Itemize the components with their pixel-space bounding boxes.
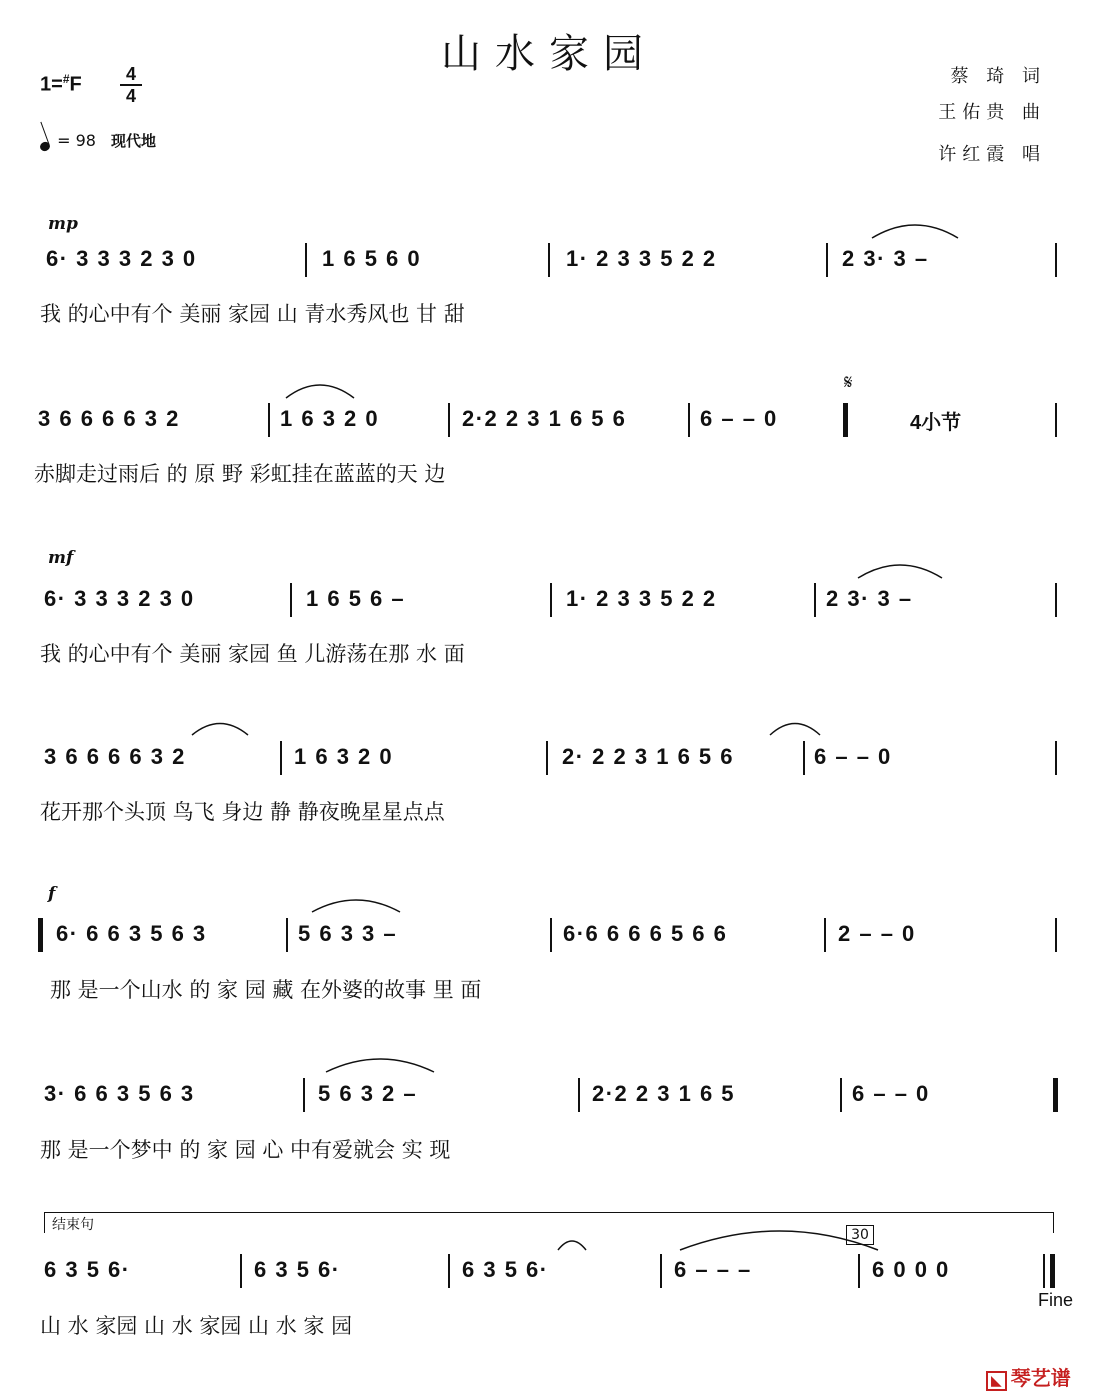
line7-measure4: 6 – – – — [674, 1257, 752, 1282]
key-note: F — [69, 73, 82, 96]
tempo-value: = 98 — [57, 131, 96, 150]
barline — [448, 403, 450, 437]
line7-measure1: 6 3 5 6· — [44, 1257, 131, 1282]
line1-lyrics: 我 的心中有个 美丽 家园 山 青水秀风也 甘 甜 — [40, 302, 465, 326]
line4-measure1: 3 6 6 6 6 3 2 — [44, 744, 186, 769]
line3-measure3: 1· 2 3 3 5 2 2 — [566, 586, 717, 611]
line5-measure1: 6· 6 6 3 5 6 3 — [56, 921, 207, 946]
barline — [824, 918, 826, 952]
final-barline — [1050, 1254, 1055, 1288]
barline — [240, 1254, 242, 1288]
line3-lyrics: 我 的心中有个 美丽 家园 鱼 儿游荡在那 水 面 — [40, 642, 465, 666]
tie-arc — [326, 1059, 434, 1072]
watermark-text: 琴艺谱 — [1010, 1366, 1071, 1390]
segno-sign: 𝄋 — [844, 370, 853, 394]
barline — [840, 1078, 842, 1112]
dynamic-mp: mp — [48, 214, 78, 234]
line7-measure2: 6 3 5 6· — [254, 1257, 341, 1282]
line3-measure2: 1 6 5 6 – — [306, 586, 406, 611]
line1-measure2: 1 6 5 6 0 — [322, 246, 422, 271]
tie-arc — [286, 385, 354, 398]
barline — [286, 918, 288, 952]
barline — [268, 403, 270, 437]
barline — [550, 918, 552, 952]
line1-measure3: 1· 2 3 3 5 2 2 — [566, 246, 717, 271]
barline — [688, 403, 690, 437]
tie-arc — [770, 724, 820, 736]
tie-arc — [192, 724, 248, 736]
line2-measure1: 3 6 6 6 6 3 2 — [38, 406, 180, 431]
line1-measure1: 6· 3 3 3 2 3 0 — [46, 246, 197, 271]
line7-measure5: 6 0 0 0 — [872, 1257, 950, 1282]
barline — [1043, 1254, 1045, 1288]
barline — [448, 1254, 450, 1288]
line2-measure4: 6 – – 0 — [700, 406, 778, 431]
repeat-end-barline — [1053, 1078, 1058, 1112]
barline — [305, 243, 307, 277]
barline — [546, 741, 548, 775]
ending-bracket — [44, 1212, 1054, 1233]
line4-measure3: 2· 2 2 3 1 6 5 6 — [562, 744, 734, 769]
key-signature — [40, 72, 82, 97]
barline — [578, 1078, 580, 1112]
line5-lyrics: 那 是一个山水 的 家 园 藏 在外婆的故事 里 面 — [50, 978, 482, 1002]
barline — [1055, 403, 1057, 437]
key-prefix: 1= — [40, 73, 63, 96]
singer-credit: 许红霞 唱 — [938, 144, 1046, 165]
line4-measure2: 1 6 3 2 0 — [294, 744, 394, 769]
tempo-style: 现代地 — [111, 132, 157, 150]
barline — [550, 583, 552, 617]
quarter-note-icon — [39, 141, 51, 153]
time-signature — [120, 64, 142, 106]
barline — [858, 1254, 860, 1288]
repeat-bars-label: 4小节 — [910, 412, 962, 434]
line2-measure3: 2·2 2 3 1 6 5 6 — [462, 406, 627, 431]
composer-credit: 王佑贵 曲 — [938, 102, 1046, 123]
barline — [290, 583, 292, 617]
line4-measure4: 6 – – 0 — [814, 744, 892, 769]
barline — [803, 741, 805, 775]
barline — [1055, 741, 1057, 775]
repeat-start-barline — [843, 403, 848, 437]
bar-number: 30 — [846, 1225, 874, 1245]
line6-lyrics: 那 是一个梦中 的 家 园 心 中有爱就会 实 现 — [40, 1138, 451, 1162]
time-signature-bottom: 4 — [125, 86, 136, 106]
barline — [1055, 583, 1057, 617]
line2-lyrics: 赤脚走过雨后 的 原 野 彩虹挂在蓝蓝的天 边 — [34, 462, 446, 486]
tie-arc — [872, 225, 958, 238]
key-sharp: # — [62, 72, 70, 86]
song-title: 山水家园 — [441, 31, 657, 77]
barline — [303, 1078, 305, 1112]
dynamic-f: f — [48, 884, 56, 904]
barline — [280, 741, 282, 775]
watermark-logo — [986, 1362, 1071, 1391]
line5-measure3: 6·6 6 6 6 5 6 6 — [563, 921, 728, 946]
tempo-marking — [40, 130, 156, 151]
barline — [548, 243, 550, 277]
line6-measure4: 6 – – 0 — [852, 1081, 930, 1106]
barline — [1055, 243, 1057, 277]
tie-arc — [312, 900, 400, 912]
time-signature-top: 4 — [120, 64, 142, 86]
logo-icon: ◣ — [986, 1371, 1007, 1391]
line3-measure4: 2 3· 3 – — [826, 586, 913, 611]
lyricist-credit: 蔡 琦 词 — [950, 66, 1046, 87]
barline — [660, 1254, 662, 1288]
barline — [814, 583, 816, 617]
repeat-start-barline — [38, 918, 43, 952]
line1-measure4: 2 3· 3 – — [842, 246, 929, 271]
line2-measure2: 1 6 3 2 0 — [280, 406, 380, 431]
tie-arc — [858, 565, 942, 578]
dynamic-mf: mf — [48, 548, 74, 568]
line6-measure3: 2·2 2 3 1 6 5 — [592, 1081, 736, 1106]
barline — [1055, 918, 1057, 952]
fine-mark: Fine — [1038, 1290, 1074, 1310]
line5-measure4: 2 – – 0 — [838, 921, 916, 946]
line4-lyrics: 花开那个头顶 鸟飞 身边 静 静夜晚星星点点 — [40, 800, 445, 824]
line5-measure2: 5 6 3 3 – — [298, 921, 398, 946]
tie-arc — [558, 1241, 586, 1250]
barline — [826, 243, 828, 277]
line7-lyrics: 山 水 家园 山 水 家园 山 水 家 园 — [40, 1314, 353, 1338]
line6-measure1: 3· 6 6 3 5 6 3 — [44, 1081, 195, 1106]
line3-measure1: 6· 3 3 3 2 3 0 — [44, 586, 195, 611]
ending-label: 结束句 — [52, 1217, 94, 1233]
line7-measure3: 6 3 5 6· — [462, 1257, 549, 1282]
line6-measure2: 5 6 3 2 – — [318, 1081, 418, 1106]
